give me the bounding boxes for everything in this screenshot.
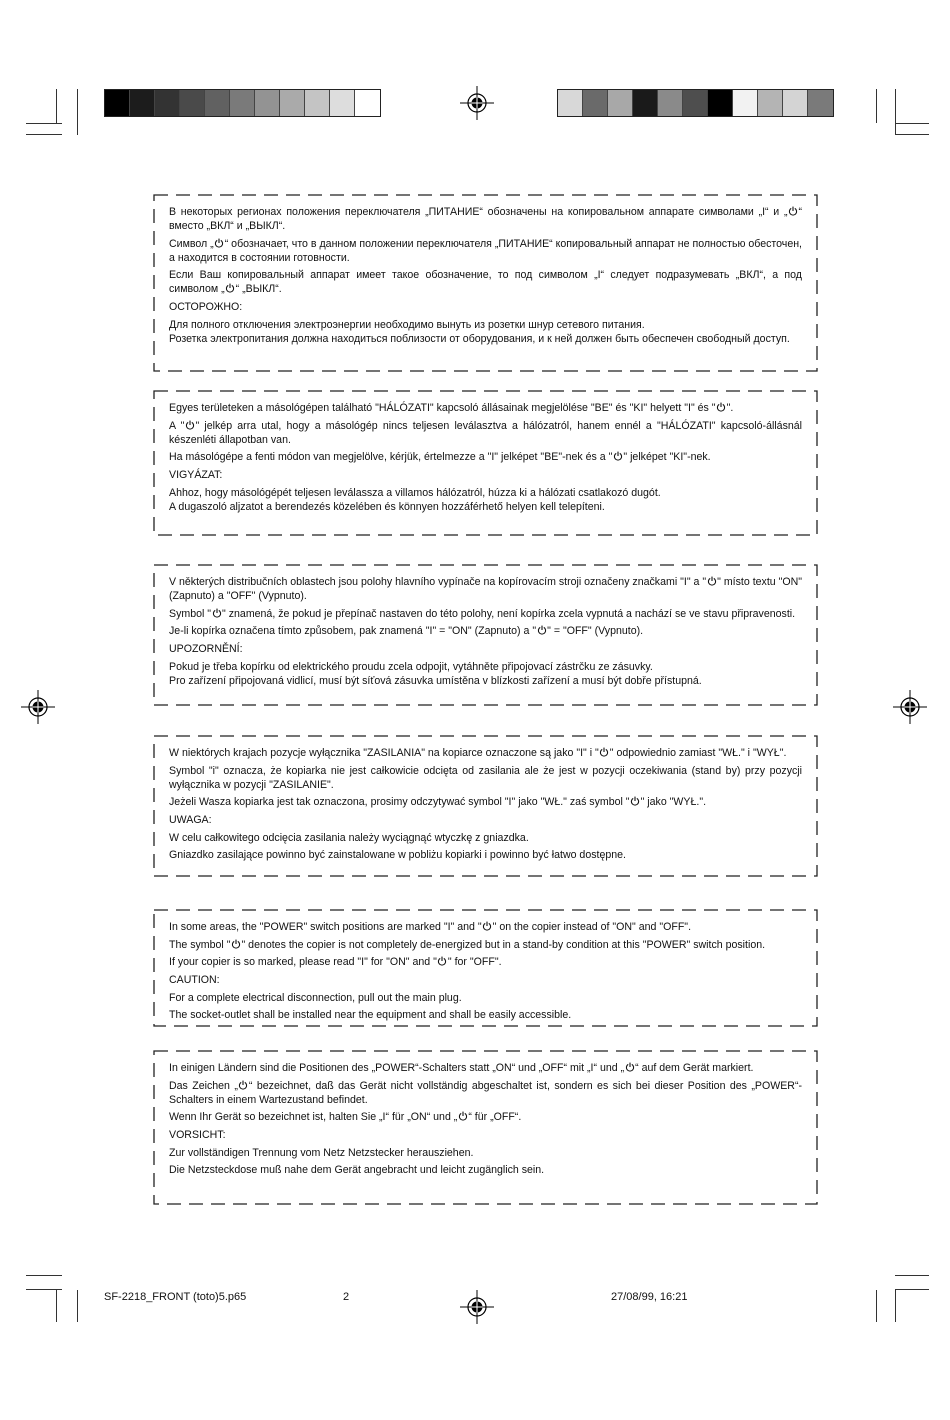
power-standby-icon — [437, 956, 447, 966]
section-paragraph: In einigen Ländern sind die Positionen des „POWER“-Schalters statt „ON“ und „OFF“ mit „I“ und „ “ auf dem Gerät markiert. — [169, 1062, 754, 1074]
crop-mark — [895, 123, 929, 124]
color-swatch — [155, 90, 180, 116]
section-paragraph: Ha másológépe a fenti módon van megjelölve, kérjük, értelmezze a "I" jelképet "BE"-nek és a " " jelképet "KI"-nek. — [169, 451, 711, 463]
registration-mark-icon — [460, 86, 494, 120]
power-standby-icon — [599, 747, 609, 757]
power-standby-icon — [613, 451, 623, 461]
section-paragraph: Je-li kopírka označena tímto způsobem, pak znamená "I" = "ON" (Zapnuto) a " " = "OFF" (Vypnuto). — [169, 625, 644, 637]
section-paragraph: V některých distribučních oblastech jsou polohy hlavního vypínače na kopírovacím stroji označeny značkami "I" a " " místo textu "ON" (Zapnuto) a "OFF" (Vypnuto). — [169, 576, 803, 602]
power-standby-icon — [238, 1080, 248, 1090]
section-paragraph: The symbol " " denotes the copier is not completely de-energized but in a stand-by condition at this "POWER" switch position. — [169, 938, 766, 951]
section-english — [153, 909, 818, 1027]
power-standby-icon — [788, 206, 798, 216]
section-paragraph: VIGYÁZAT: — [169, 469, 223, 481]
section-paragraph: Symbol " " znamená, že pokud je přepínač nastaven do této polohy, není kopírka zcela vypnutá a nachází se ve stavu připravenosti. — [169, 607, 796, 620]
color-swatch — [355, 90, 380, 116]
color-swatch — [633, 90, 658, 116]
power-standby-icon — [185, 420, 195, 430]
color-swatch — [808, 90, 833, 116]
color-strip-left — [104, 89, 381, 117]
section-content — [169, 920, 802, 1026]
color-swatch — [558, 90, 583, 116]
section-content — [169, 1061, 802, 1181]
crop-mark — [876, 89, 877, 123]
crop-mark — [876, 1290, 877, 1322]
section-paragraph: If your copier is so marked, please read "I" for "ON" and " " for "OFF". — [169, 956, 502, 968]
section-paragraph: Символ „ “ обозначает, что в данном положении переключателя „ПИТАНИЕ“ копировальный аппарат не полностью обесточен, а находится в состоянии готовности. — [169, 237, 802, 264]
section-paragraph: Wenn Ihr Gerät so bezeichnet ist, halten Sie „I“ für „ON“ und „ “ für „OFF“. — [169, 1111, 522, 1123]
power-standby-icon — [214, 238, 224, 248]
section-paragraph: Egyes területeken a másológépen található "HÁLÓZATI" kapcsoló állásainak megjelölése "BE" és "KI" helyett "I" és " ". — [169, 402, 734, 414]
color-strip-right — [557, 89, 834, 117]
color-swatch — [783, 90, 808, 116]
color-swatch — [608, 90, 633, 116]
color-swatch — [758, 90, 783, 116]
power-standby-icon — [458, 1111, 468, 1121]
section-paragraph: Если Ваш копировальный аппарат имеет такое обозначение, то под символом „I“ следует подразумевать „ВКЛ“, а под символом „ “ „ВЫКЛ“. — [169, 269, 802, 295]
section-paragraph: Symbol "i" oznacza, że kopiarka nie jest całkowicie odcięta od zasilania ale że jest w pozycji oczekiwania (stand by) przy pozycji wyłącznika w pozycji "ZASILANIE". — [169, 764, 802, 791]
section-paragraph: Gniazdko zasilające powinno być zainstalowane w pobliżu kopiarki i powinno być łatwo dostępne. — [169, 849, 626, 861]
registration-mark-icon — [460, 1290, 494, 1324]
crop-mark — [26, 1275, 62, 1276]
power-standby-icon — [212, 608, 222, 618]
color-swatch — [305, 90, 330, 116]
crop-mark — [895, 1290, 896, 1322]
section-german — [153, 1050, 818, 1205]
section-polish — [153, 735, 818, 877]
crop-mark — [77, 1290, 78, 1322]
section-paragraph: For a complete electrical disconnection, pull out the main plug. — [169, 991, 462, 1004]
section-content — [169, 205, 802, 349]
section-paragraph: W niektórych krajach pozycje wyłącznika "ZASILANIA" na kopiarce oznaczone są jako "I" i " " odpowiednio zamiast "WŁ." i "WYŁ". — [169, 747, 787, 759]
footer-filename: SF-2218_FRONT (toto)5.p65 — [104, 1291, 247, 1303]
section-paragraph: Ahhoz, hogy másológépét teljesen leválassza a villamos hálózatról, húzza ki a hálózati csatlakozó dugót. A dugaszoló aljzatot a berendezés közelében és könnyen hozzáférhető helyen kell telepíteni. — [169, 486, 661, 513]
color-swatch — [658, 90, 683, 116]
power-standby-icon — [482, 921, 492, 931]
footer-timestamp: 27/08/99, 16:21 — [611, 1291, 688, 1303]
section-paragraph: UWAGA: — [169, 814, 212, 826]
crop-mark — [895, 1289, 929, 1290]
crop-mark — [26, 134, 62, 135]
section-paragraph: Jeżeli Wasza kopiarka jest tak oznaczona, prosimy odczytywać symbol "I" jako "WŁ." zaś symbol " " jako "WYŁ.". — [169, 796, 707, 808]
power-standby-icon — [625, 1062, 635, 1072]
section-content — [169, 746, 802, 866]
color-swatch — [130, 90, 155, 116]
crop-mark — [895, 134, 929, 135]
color-swatch — [255, 90, 280, 116]
section-content — [169, 575, 802, 691]
section-paragraph: UPOZORNĚNÍ: — [169, 643, 243, 655]
power-standby-icon — [630, 796, 640, 806]
power-standby-icon — [225, 283, 235, 293]
registration-mark-icon — [21, 690, 55, 724]
color-swatch — [683, 90, 708, 116]
section-paragraph: Das Zeichen „ “ bezeichnet, daß das Gerät nicht vollständig abgeschaltet ist, sondern es sich bei dieser Position des „POWER“-Schalters in einem Wartezustand befindet. — [169, 1079, 803, 1106]
section-paragraph: ОСТОРОЖНО: — [169, 301, 243, 313]
power-standby-icon — [537, 625, 547, 635]
power-standby-icon — [231, 939, 241, 949]
section-paragraph: W celu całkowitego odcięcia zasilania należy wyciągnąć wtyczkę z gniazdka. — [169, 831, 529, 844]
section-paragraph: VORSICHT: — [169, 1129, 226, 1141]
crop-mark — [56, 89, 57, 123]
section-paragraph: CAUTION: — [169, 974, 220, 986]
power-standby-icon — [707, 576, 717, 586]
section-paragraph: Zur vollständigen Trennung vom Netz Netzstecker herausziehen. — [169, 1146, 474, 1159]
section-czech — [153, 564, 818, 706]
color-swatch — [280, 90, 305, 116]
crop-mark — [895, 1275, 929, 1276]
section-paragraph: Pokud je třeba kopírku od elektrického proudu zcela odpojit, vytáhněte připojovací zástrčku ze zásuvky. Pro zařízení připojovaná vidlicí, musí být síťová zásuvka umístěna v blízkosti zařízení a musí být dobře přístupná. — [169, 660, 702, 687]
section-paragraph: In some areas, the "POWER" switch positions are marked "I" and " " on the copier instead of "ON" and "OFF". — [169, 921, 692, 933]
footer-page-number: 2 — [343, 1291, 350, 1303]
registration-mark-icon — [893, 690, 927, 724]
section-content — [169, 401, 802, 517]
color-swatch — [105, 90, 130, 116]
section-paragraph: Die Netzsteckdose muß nahe dem Gerät angebracht und leicht zugänglich sein. — [169, 1164, 545, 1176]
color-swatch — [205, 90, 230, 116]
color-swatch — [180, 90, 205, 116]
section-paragraph: Для полного отключения электроэнергии необходимо вынуть из розетки шнур сетевого питания. Розетка электропитания должна находиться поблизости от оборудования, и к ней должен быть обеспечен свободный доступ. — [169, 318, 790, 345]
section-paragraph: A " " jelkép arra utal, hogy a másológép nincs teljesen leválasztva a hálózatról, hanem ennél a "HÁLÓZATI" kapcsoló-állásnál készenléti állapotban van. — [169, 419, 803, 446]
crop-mark — [56, 1290, 57, 1322]
color-swatch — [230, 90, 255, 116]
crop-mark — [26, 123, 62, 124]
section-paragraph: The socket-outlet shall be installed near the equipment and shall be easily accessible. — [169, 1009, 572, 1021]
section-paragraph: В некоторых регионах положения переключателя „ПИТАНИЕ“ обозначены на копировальном аппарате символами „I“ и „ “ вместо „ВКЛ“ и „ВЫКЛ“. — [169, 206, 802, 232]
section-hungarian — [153, 390, 818, 536]
power-standby-icon — [716, 402, 726, 412]
section-russian — [153, 194, 818, 372]
color-swatch — [330, 90, 355, 116]
crop-mark — [895, 89, 896, 135]
color-swatch — [733, 90, 758, 116]
crop-mark — [77, 89, 78, 135]
color-swatch — [583, 90, 608, 116]
color-swatch — [708, 90, 733, 116]
